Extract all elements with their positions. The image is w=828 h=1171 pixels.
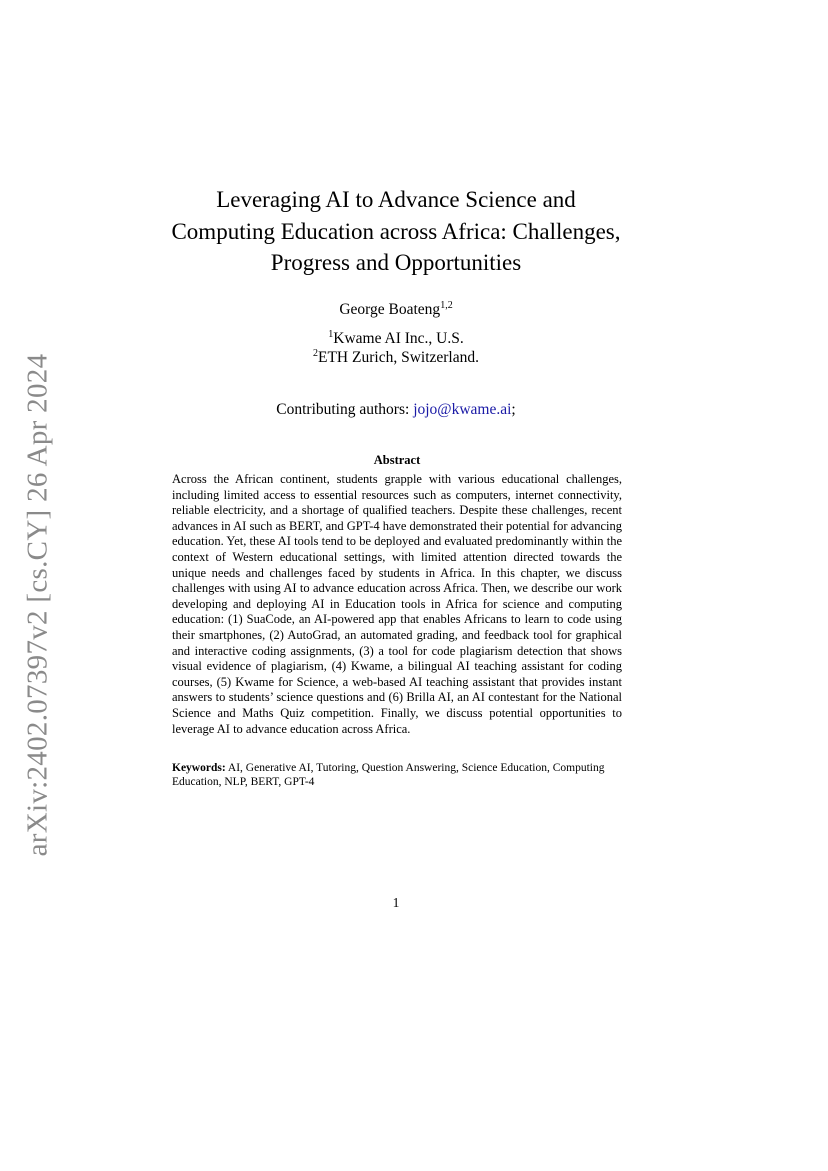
keywords-text: AI, Generative AI, Tutoring, Question Answering, Science Education, Computing Education, NLP, BERT, GPT-4 xyxy=(172,762,605,788)
keywords-label: Keywords: xyxy=(172,762,226,774)
arxiv-identifier-text: arXiv:2402.07397v2 [cs.CY] 26 Apr 2024 xyxy=(21,353,54,857)
affiliation-text: ETH Zurich, Switzerland. xyxy=(318,349,479,366)
affiliation-mark: 2 xyxy=(313,347,318,359)
abstract-text: Across the African continent, students grapple with various educational challenges, including limited access to essential resources such as computers, internet connectivity, reliable electricity, and a shortage of qualified teachers. Despite these challenges, recent advances in AI such as BERT, and GPT-4 have demonstrated their potential for advancing education. Yet, these AI tools tend to be deployed and evaluated predominantly within the context of Western educational settings, with limited attention directed towards the unique needs and challenges faced by students in Africa. In this chapter, we discuss challenges with using AI to advance education across Africa. Then, we describe our work developing and deploying AI in Education tools in Africa for science and computing education: (1) SuaCode, an AI-powered app that enables Africans to learn to code using their smartphones, (2) AutoGrad, an automated grading, and feedback tool for graphical and interactive coding assignments, (3) a tool for code plagiarism detection that shows visual evidence of plagiarism, (4) Kwame, a bilingual AI teaching assistant for coding courses, (5) Kwame for Science, a web-based AI teaching assistant that provides instant answers to students’ science questions and (6) Brilla AI, an AI contestant for the National Science and Maths Quiz competition. Finally, we discuss potential opportunities to leverage AI to advance education across Africa. xyxy=(172,472,622,736)
affiliation-mark: 1 xyxy=(328,328,334,340)
contributing-label: Contributing authors: xyxy=(276,401,410,418)
title-line: Computing Education across Africa: Challenges, xyxy=(171,218,621,244)
author-line xyxy=(200,301,592,319)
author-affiliation-marks: 1,2 xyxy=(440,299,453,311)
keywords xyxy=(172,761,622,789)
author-name: George Boateng xyxy=(339,301,441,318)
page-number: 1 xyxy=(392,895,400,910)
author-email-link[interactable]: jojo@kwame.ai xyxy=(413,401,512,418)
paper-title xyxy=(140,184,652,279)
contributing-authors xyxy=(180,401,612,419)
title-line: Progress and Opportunities xyxy=(270,250,522,275)
title-line: Leveraging AI to Advance Science and xyxy=(216,187,576,212)
abstract-heading: Abstract xyxy=(373,453,421,467)
affiliation-1 xyxy=(200,330,592,348)
affiliation-2 xyxy=(200,349,592,367)
contributing-suffix: ; xyxy=(511,401,516,418)
affiliation-text: Kwame AI Inc., U.S. xyxy=(333,330,464,347)
